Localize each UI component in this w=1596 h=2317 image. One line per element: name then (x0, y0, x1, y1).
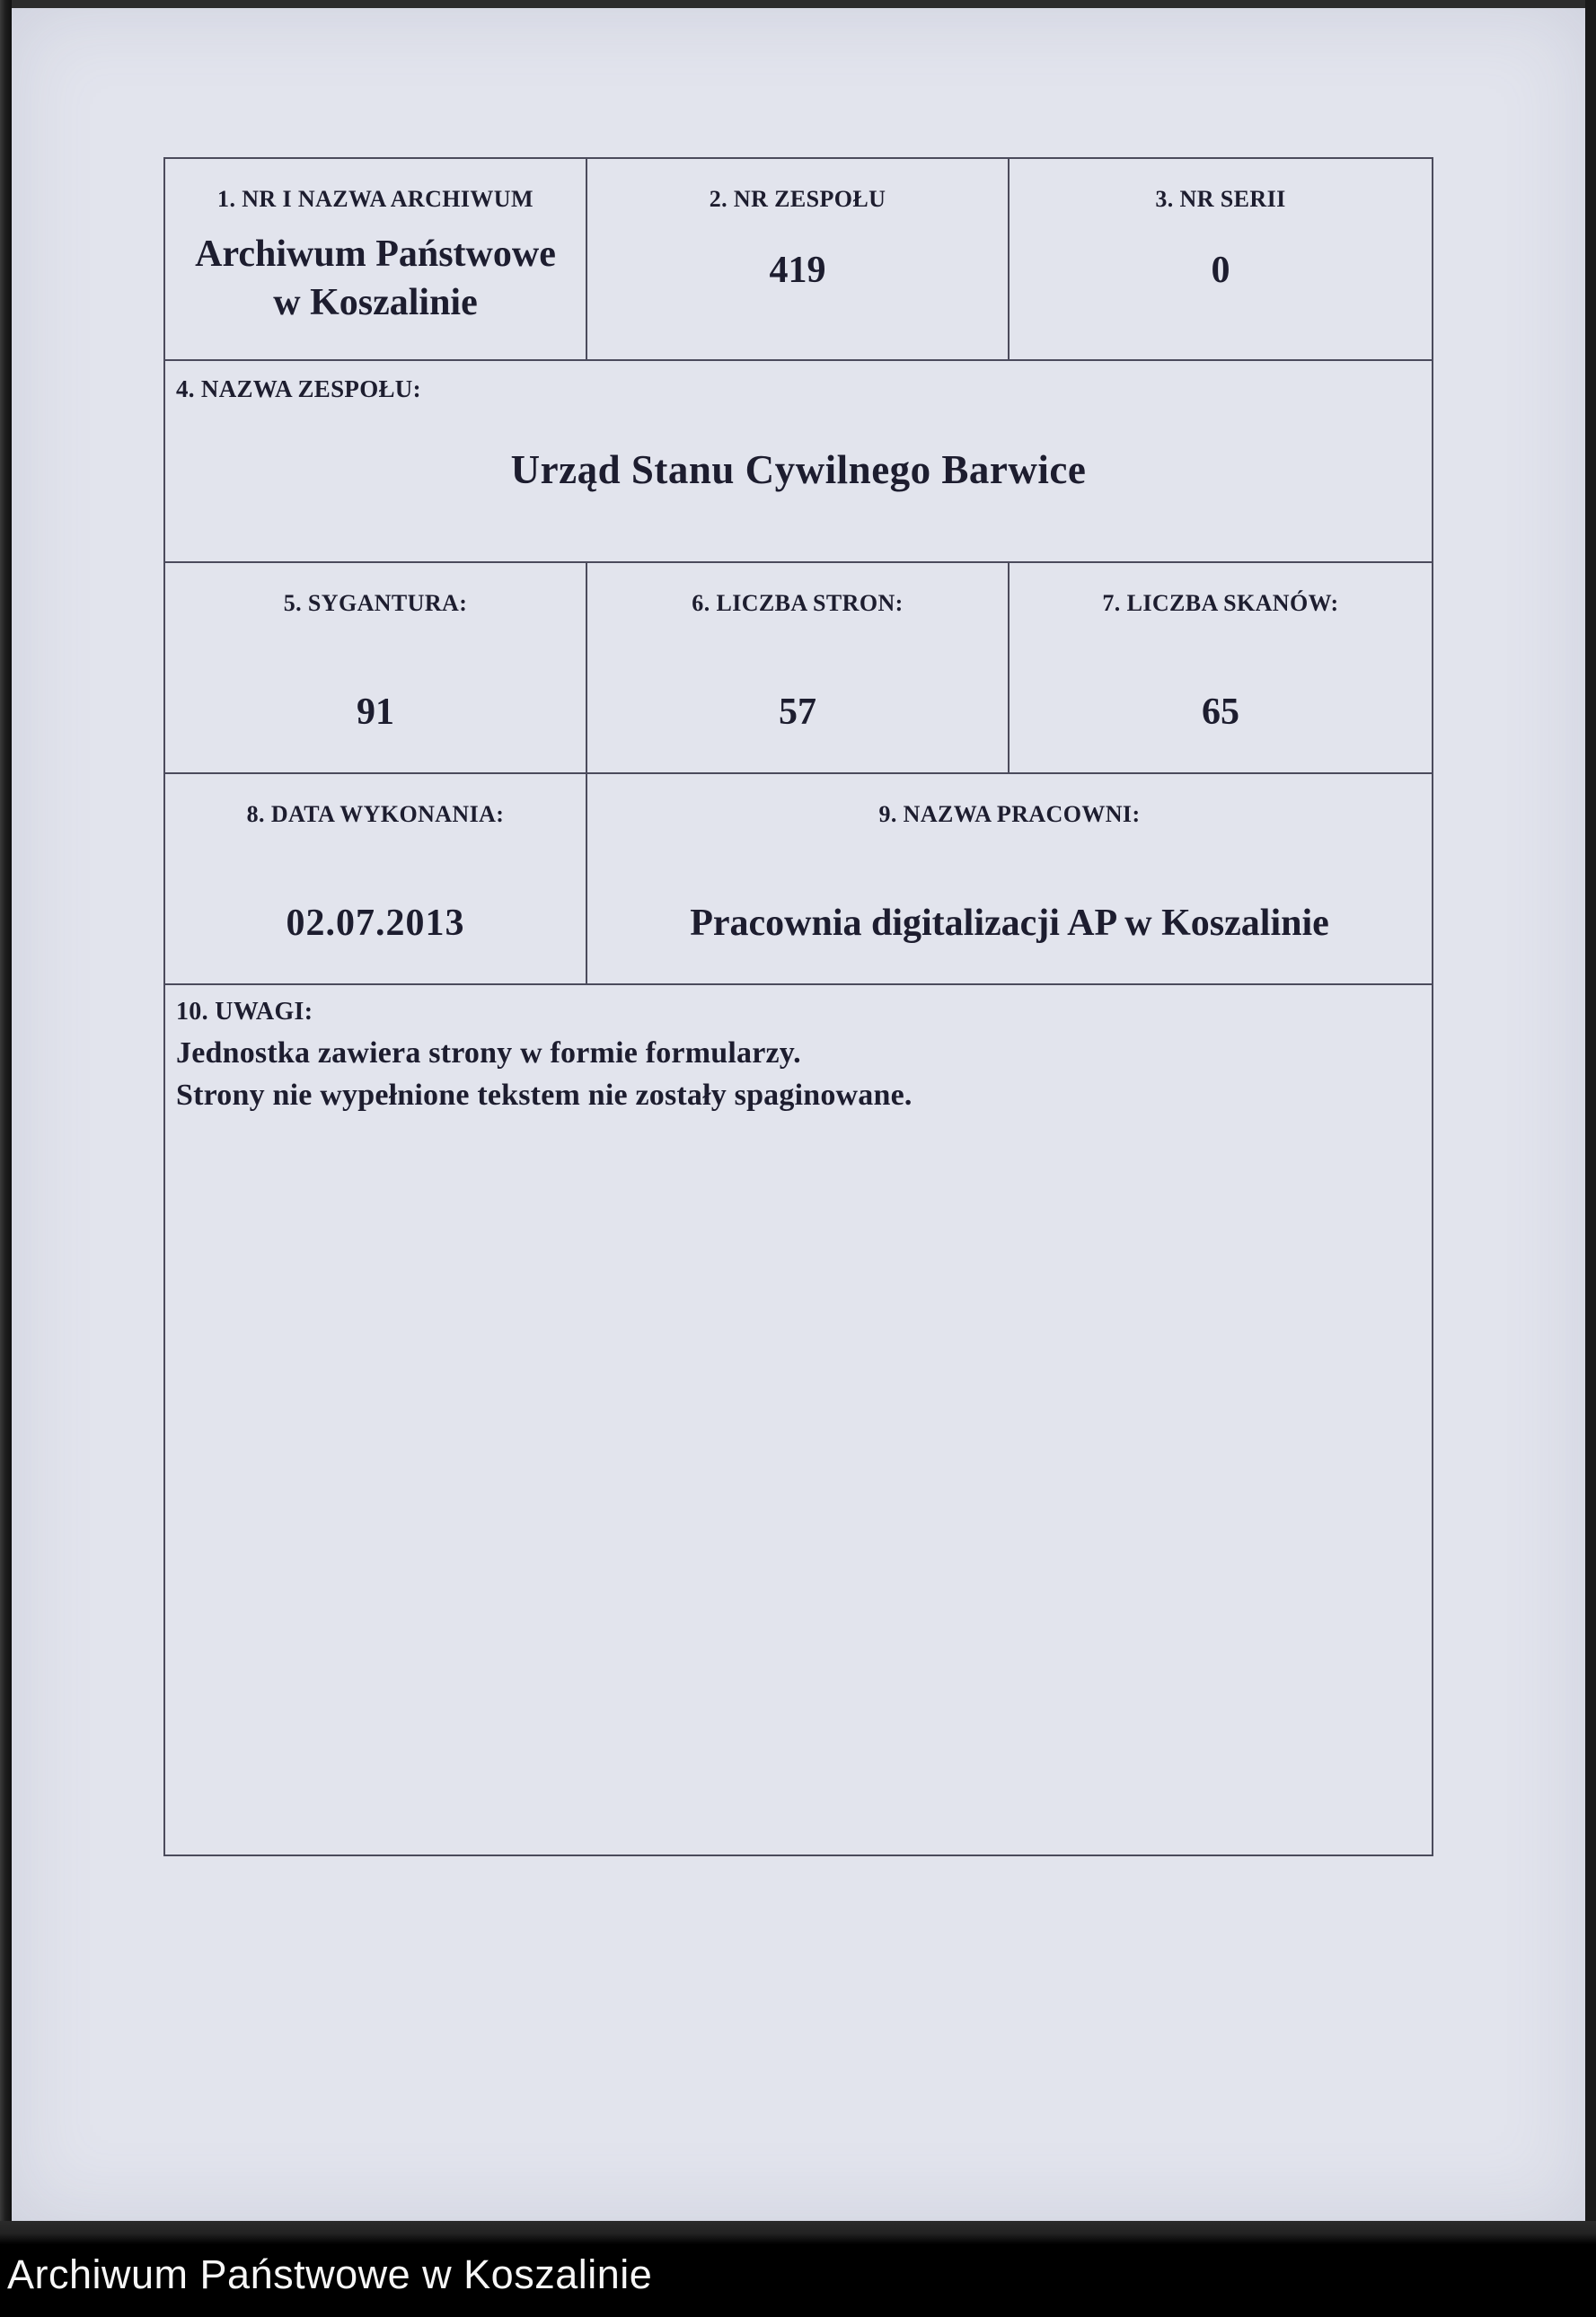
field-value (165, 231, 586, 328)
field-value-line2: w Koszalinie (273, 281, 478, 323)
field-sygnatura (165, 563, 587, 774)
field-label: 2. NR ZESPOŁU (709, 186, 886, 212)
field-label: 7. LICZBA SKANÓW: (1102, 590, 1339, 616)
scan-edge-right (1585, 0, 1596, 2221)
field-value: Pracownia digitalizacji AP w Koszalinie (690, 903, 1329, 944)
field-label: 8. DATA WYKONANIA: (246, 801, 505, 827)
field-label: 6. LICZBA STRON: (692, 590, 904, 616)
uwagi-line1: Jednostka zawiera strony w formie formularzy. (176, 1036, 801, 1070)
field-label: 5. SYGANTURA: (283, 590, 468, 616)
field-nazwa-zespolu (165, 361, 1432, 563)
field-value-line1: Archiwum Państwowe (195, 233, 556, 275)
field-label: 10. UWAGI: (176, 998, 313, 1026)
field-value (165, 1026, 1432, 1116)
field-value: 0 (1211, 250, 1230, 291)
field-data-wykonania (165, 774, 587, 985)
field-liczba-stron (587, 563, 1010, 774)
form-table (163, 157, 1433, 1856)
field-label: 3. NR SERII (1155, 186, 1286, 212)
field-value: 02.07.2013 (286, 903, 465, 944)
field-label: 1. NR I NAZWA ARCHIWUM (217, 186, 533, 212)
field-value: 419 (769, 250, 826, 291)
field-uwagi (165, 985, 1432, 1854)
field-nazwa-pracowni (587, 774, 1432, 985)
field-value: Urząd Stanu Cywilnego Barwice (510, 447, 1087, 492)
footer-label: Archiwum Państwowe w Koszalinie (7, 2251, 653, 2297)
field-nr-zespolu (587, 159, 1010, 361)
field-label: 9. NAZWA PRACOWNI: (878, 801, 1141, 827)
field-value: 65 (1202, 692, 1239, 733)
field-value: 91 (357, 692, 394, 733)
footer-bar (0, 2221, 1596, 2317)
field-nr-i-nazwa-archiwum (165, 159, 587, 361)
scan-page (12, 8, 1585, 2221)
scan-edge-top (0, 0, 1596, 8)
field-nr-serii (1010, 159, 1432, 361)
field-liczba-skanow (1010, 563, 1432, 774)
field-value: 57 (779, 692, 816, 733)
scan-edge-left (0, 0, 12, 2221)
field-label: 4. NAZWA ZESPOŁU: (176, 375, 421, 402)
uwagi-line2: Strony nie wypełnione tekstem nie zostały spaginowane. (176, 1079, 913, 1112)
